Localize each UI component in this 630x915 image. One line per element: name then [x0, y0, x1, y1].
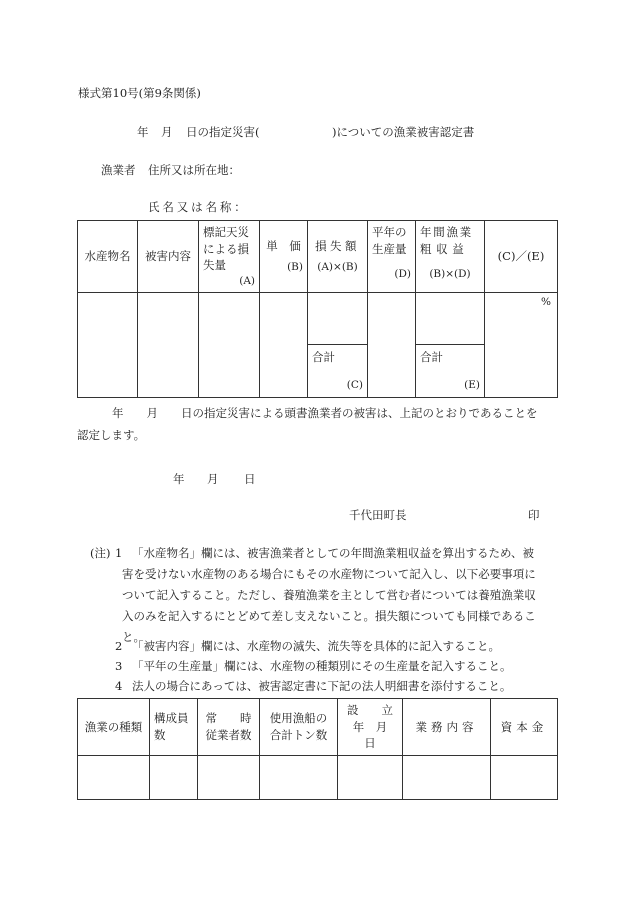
cell-gross-income[interactable] — [416, 293, 485, 345]
name-label: 氏名又は名称： — [148, 200, 249, 214]
gross-income-line1: 年間漁業 — [420, 225, 473, 239]
corp-header-fishery-type: 漁業の種類 — [78, 699, 150, 756]
certification-line1: 年 月 日の指定災害による頭書漁業者の被害は、上記のとおりであることを — [112, 406, 538, 420]
header-gross-income — [416, 221, 485, 293]
corp-cell-business[interactable] — [403, 756, 491, 800]
gross-income-line2: 粗収益 — [420, 241, 469, 256]
header-ratio: (C)／(E) — [485, 221, 558, 293]
cell-unit-price[interactable] — [260, 293, 308, 398]
members-line2: 数 — [154, 728, 166, 742]
header-normal-production — [368, 221, 416, 293]
corporation-table — [77, 698, 558, 800]
loss-qty-tag: (A) — [239, 275, 255, 288]
note-3-number: 3 — [115, 659, 123, 673]
note-4-text: 法人の場合にあっては、被害認定書に下記の法人明細書を添付すること。 — [132, 679, 512, 693]
note-2-number: 2 — [115, 639, 123, 653]
note-1-line5: と。 — [122, 630, 145, 644]
corp-header-members — [150, 699, 198, 756]
address-label: 住所又は所在地： — [148, 163, 240, 177]
header-product: 水産物名 — [78, 221, 138, 293]
applicant-label: 漁業者 — [101, 163, 136, 177]
note-1 — [122, 543, 557, 648]
note-3-text: 「平年の生産量」欄には、水産物の種類別にその生産量を記入すること。 — [132, 659, 512, 673]
tonnage-line2: 合計トン数 — [269, 728, 328, 742]
cell-product[interactable] — [78, 293, 138, 398]
heading-month: 月 — [161, 125, 173, 139]
corp-header-tonnage — [260, 699, 338, 756]
corp-header-business: 業務内容 — [403, 699, 491, 756]
unit-price-tag: (B) — [287, 261, 303, 274]
header-loss-amount — [308, 221, 368, 293]
note-1-line3: ついて記入すること。ただし、養殖漁業を主として営む者については養殖漁業収 — [122, 588, 536, 602]
damage-table — [77, 220, 558, 398]
certification-line2: 認定します。 — [77, 428, 146, 442]
cell-total-e[interactable] — [416, 345, 485, 398]
total-label-c: 合計 — [312, 350, 335, 365]
corp-cell-tonnage[interactable] — [260, 756, 338, 800]
corp-cell-capital[interactable] — [491, 756, 558, 800]
employees-line2: 従業者数 — [205, 728, 252, 742]
seal-mark: 印 — [528, 508, 540, 522]
cell-loss-quantity[interactable] — [199, 293, 260, 398]
date-month: 月 — [207, 472, 219, 486]
cell-ratio[interactable] — [485, 293, 558, 398]
cell-total-c[interactable] — [308, 345, 368, 398]
corp-cell-employees[interactable] — [198, 756, 260, 800]
form-number: 様式第10号(第9条関係) — [78, 86, 201, 100]
note-4-number: 4 — [115, 679, 123, 693]
corp-cell-members[interactable] — [150, 756, 198, 800]
cell-damage[interactable] — [138, 293, 199, 398]
corp-header-established — [338, 699, 403, 756]
corp-header-capital: 資本金 — [491, 699, 558, 756]
corp-cell-fishery-type[interactable] — [78, 756, 150, 800]
loss-qty-line1: 標記天災 — [203, 225, 249, 239]
corp-header-employees — [198, 699, 260, 756]
heading-suffix: )についての漁業被害認定書 — [332, 125, 475, 139]
date-year: 年 — [173, 472, 185, 486]
loss-amount-formula: (A)×(B) — [317, 261, 358, 274]
established-line1: 設 立 — [347, 703, 393, 717]
total-tag-c: (C) — [346, 378, 363, 391]
unit-price-label: 単 価 — [266, 238, 301, 253]
header-loss-quantity — [199, 221, 260, 293]
members-line1: 構成員 — [154, 711, 189, 726]
notes-prefix: (注) — [90, 546, 111, 560]
note-1-line4: 入のみを記入するにとどめて差し支えないこと。損失額についても同様であるこ — [122, 609, 536, 623]
note-1-number: 1 — [115, 546, 123, 560]
loss-qty-line2: による損 — [203, 241, 249, 256]
header-damage: 被害内容 — [138, 221, 199, 293]
normal-prod-line1: 平年の — [372, 225, 407, 239]
established-line2: 年 月 日 — [352, 719, 399, 751]
total-tag-e: (E) — [464, 378, 480, 391]
cell-loss-amount[interactable] — [308, 293, 368, 345]
note-1-line1: 「水産物名」欄には、被害漁業者としての年間漁業粗収益を算出するため、被 — [132, 546, 535, 560]
corp-cell-established[interactable] — [338, 756, 403, 800]
normal-prod-line2: 生産量 — [372, 241, 407, 256]
date-day: 日 — [244, 472, 256, 486]
note-1-line2: 害を受けない水産物のある場合にもその水産物について記入し、以下必要事項に — [122, 567, 536, 581]
header-unit-price — [260, 221, 308, 293]
normal-prod-tag: (D) — [394, 268, 411, 281]
heading-day-prefix: 日の指定災害( — [186, 125, 260, 139]
note-2-text: 「被害内容」欄には、水産物の滅失、流失等を具体的に記入すること。 — [132, 639, 500, 653]
heading-year: 年 — [137, 125, 149, 139]
loss-amount-label: 損失額 — [315, 238, 360, 253]
issuer-name: 千代田町長 — [349, 508, 407, 522]
employees-line1: 常 時 — [205, 711, 252, 726]
tonnage-line1: 使用漁船の — [269, 711, 328, 726]
loss-qty-line3: 失量 — [203, 258, 226, 273]
cell-normal-production[interactable] — [368, 293, 416, 398]
percent-sign: % — [541, 296, 551, 309]
gross-income-formula: (B)×(D) — [429, 268, 471, 281]
total-label-e: 合計 — [420, 350, 443, 365]
